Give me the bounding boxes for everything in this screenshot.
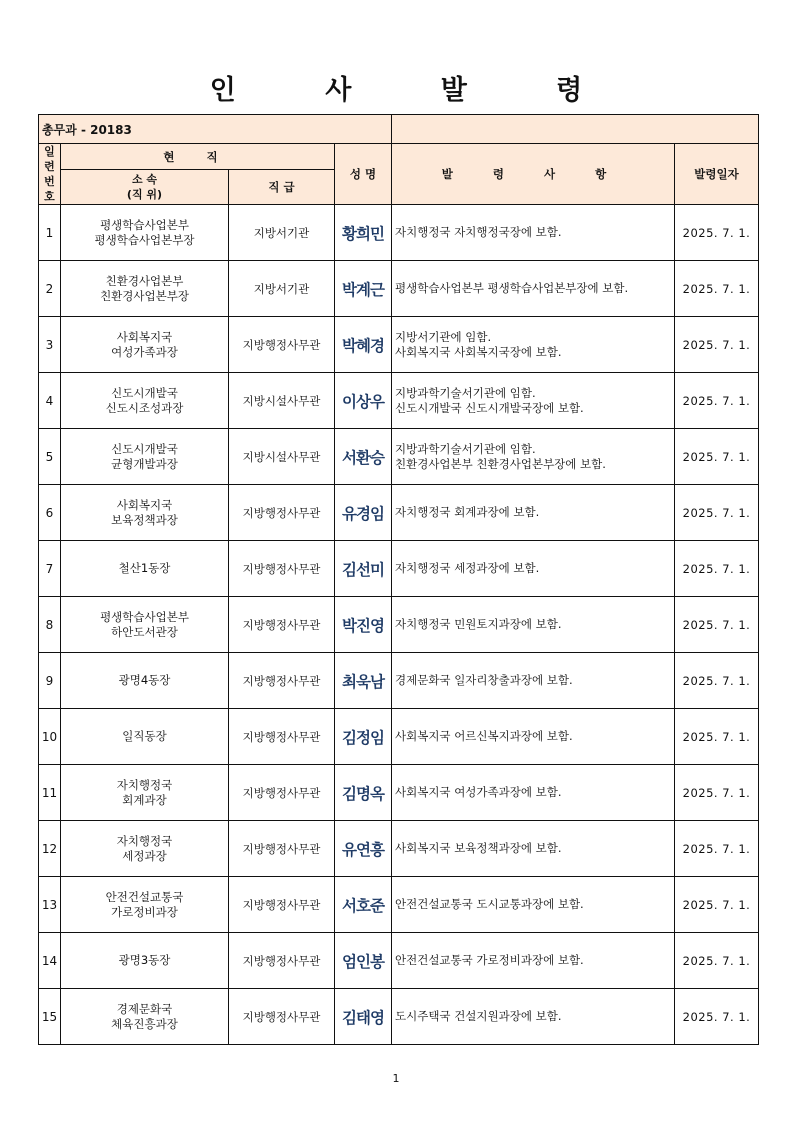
row-grade: 지방행정사무관 [229, 709, 335, 765]
row-grade: 지방시설사무관 [229, 373, 335, 429]
row-action: 사회복지국 어르신복지과장에 보함. [392, 709, 675, 765]
table-row [39, 485, 759, 541]
row-date: 2025. 7. 1. [675, 485, 759, 541]
row-action: 경제문화국 일자리창출과장에 보함. [392, 653, 675, 709]
row-number: 9 [39, 653, 61, 709]
row-action: 사회복지국 여성가족과장에 보함. [392, 765, 675, 821]
row-affiliation: 친환경사업본부 친환경사업본부장 [61, 261, 229, 317]
table-row [39, 877, 759, 933]
row-name: 서환승 [335, 429, 392, 485]
row-date: 2025. 7. 1. [675, 373, 759, 429]
header-affiliation: 소 속 (직 위) [61, 170, 229, 205]
row-action: 안전건설교통국 도시교통과장에 보함. [392, 877, 675, 933]
table-row [39, 429, 759, 485]
row-date: 2025. 7. 1. [675, 205, 759, 261]
row-action: 자치행정국 회계과장에 보함. [392, 485, 675, 541]
table-row [39, 765, 759, 821]
row-date: 2025. 7. 1. [675, 429, 759, 485]
row-grade: 지방서기관 [229, 261, 335, 317]
row-action: 안전건설교통국 가로정비과장에 보함. [392, 933, 675, 989]
row-action: 사회복지국 보육정책과장에 보함. [392, 821, 675, 877]
row-affiliation: 광명3동장 [61, 933, 229, 989]
row-name: 서호준 [335, 877, 392, 933]
document-title: 인 사 발 령 [209, 75, 623, 106]
table-row [39, 317, 759, 373]
row-grade: 지방행정사무관 [229, 317, 335, 373]
row-affiliation: 평생학습사업본부 평생학습사업본부장 [61, 205, 229, 261]
row-number: 2 [39, 261, 61, 317]
header-blank [392, 115, 759, 144]
row-affiliation: 사회복지국 여성가족과장 [61, 317, 229, 373]
row-affiliation: 평생학습사업본부 하안도서관장 [61, 597, 229, 653]
row-date: 2025. 7. 1. [675, 597, 759, 653]
row-affiliation: 신도시개발국 균형개발과장 [61, 429, 229, 485]
row-name: 김명옥 [335, 765, 392, 821]
row-number: 4 [39, 373, 61, 429]
row-date: 2025. 7. 1. [675, 877, 759, 933]
row-number: 11 [39, 765, 61, 821]
row-affiliation: 자치행정국 회계과장 [61, 765, 229, 821]
row-grade: 지방서기관 [229, 205, 335, 261]
row-name: 박계근 [335, 261, 392, 317]
row-grade: 지방행정사무관 [229, 989, 335, 1045]
header-name: 성 명 [335, 144, 392, 205]
row-action: 자치행정국 세정과장에 보함. [392, 541, 675, 597]
row-name: 김태영 [335, 989, 392, 1045]
table-row [39, 989, 759, 1045]
row-action: 도시주택국 건설지원과장에 보함. [392, 989, 675, 1045]
row-number: 10 [39, 709, 61, 765]
row-date: 2025. 7. 1. [675, 261, 759, 317]
row-name: 황희민 [335, 205, 392, 261]
row-grade: 지방행정사무관 [229, 653, 335, 709]
row-date: 2025. 7. 1. [675, 653, 759, 709]
row-date: 2025. 7. 1. [675, 765, 759, 821]
row-affiliation: 광명4동장 [61, 653, 229, 709]
table-row [39, 821, 759, 877]
row-name: 박혜경 [335, 317, 392, 373]
table-row [39, 653, 759, 709]
row-grade: 지방행정사무관 [229, 541, 335, 597]
row-number: 15 [39, 989, 61, 1045]
row-grade: 지방행정사무관 [229, 597, 335, 653]
row-grade: 지방행정사무관 [229, 821, 335, 877]
row-name: 김선미 [335, 541, 392, 597]
row-action: 지방서기관에 임함. 사회복지국 사회복지국장에 보함. [392, 317, 675, 373]
row-name: 이상우 [335, 373, 392, 429]
row-affiliation: 신도시개발국 신도시조성과장 [61, 373, 229, 429]
header-current: 현 직 [61, 144, 335, 170]
header-no: 일 련 번 호 [39, 144, 61, 205]
row-name: 최욱남 [335, 653, 392, 709]
personnel-table [38, 114, 759, 1045]
table-row [39, 541, 759, 597]
row-date: 2025. 7. 1. [675, 821, 759, 877]
row-affiliation: 자치행정국 세정과장 [61, 821, 229, 877]
row-affiliation: 경제문화국 체육진흥과장 [61, 989, 229, 1045]
row-name: 유경임 [335, 485, 392, 541]
row-number: 8 [39, 597, 61, 653]
row-affiliation: 안전건설교통국 가로정비과장 [61, 877, 229, 933]
row-number: 3 [39, 317, 61, 373]
row-action: 평생학습사업본부 평생학습사업본부장에 보함. [392, 261, 675, 317]
row-action: 지방과학기술서기관에 임함. 친환경사업본부 친환경사업본부장에 보함. [392, 429, 675, 485]
table-row [39, 373, 759, 429]
row-grade: 지방행정사무관 [229, 933, 335, 989]
row-date: 2025. 7. 1. [675, 541, 759, 597]
row-number: 14 [39, 933, 61, 989]
row-name: 유연흥 [335, 821, 392, 877]
table-row [39, 597, 759, 653]
row-action: 자치행정국 자치행정국장에 보함. [392, 205, 675, 261]
row-date: 2025. 7. 1. [675, 317, 759, 373]
row-affiliation: 철산1동장 [61, 541, 229, 597]
table-row [39, 709, 759, 765]
row-number: 13 [39, 877, 61, 933]
row-grade: 지방시설사무관 [229, 429, 335, 485]
header-action: 발 령 사 항 [392, 144, 675, 205]
header-grade: 직 급 [229, 170, 335, 205]
row-name: 엄인봉 [335, 933, 392, 989]
row-number: 12 [39, 821, 61, 877]
row-date: 2025. 7. 1. [675, 709, 759, 765]
row-affiliation: 사회복지국 보육정책과장 [61, 485, 229, 541]
row-number: 5 [39, 429, 61, 485]
dept-label: 총무과 - 20183 [39, 115, 392, 144]
page-number: 1 [392, 1072, 400, 1085]
row-affiliation: 일직동장 [61, 709, 229, 765]
table-row [39, 933, 759, 989]
row-number: 6 [39, 485, 61, 541]
row-name: 김정임 [335, 709, 392, 765]
row-grade: 지방행정사무관 [229, 485, 335, 541]
table-row [39, 205, 759, 261]
header-date: 발령일자 [675, 144, 759, 205]
row-grade: 지방행정사무관 [229, 877, 335, 933]
row-name: 박진영 [335, 597, 392, 653]
row-date: 2025. 7. 1. [675, 989, 759, 1045]
row-number: 1 [39, 205, 61, 261]
row-action: 자치행정국 민원토지과장에 보함. [392, 597, 675, 653]
row-grade: 지방행정사무관 [229, 765, 335, 821]
table-row [39, 261, 759, 317]
row-number: 7 [39, 541, 61, 597]
row-action: 지방과학기술서기관에 임함. 신도시개발국 신도시개발국장에 보함. [392, 373, 675, 429]
row-date: 2025. 7. 1. [675, 933, 759, 989]
